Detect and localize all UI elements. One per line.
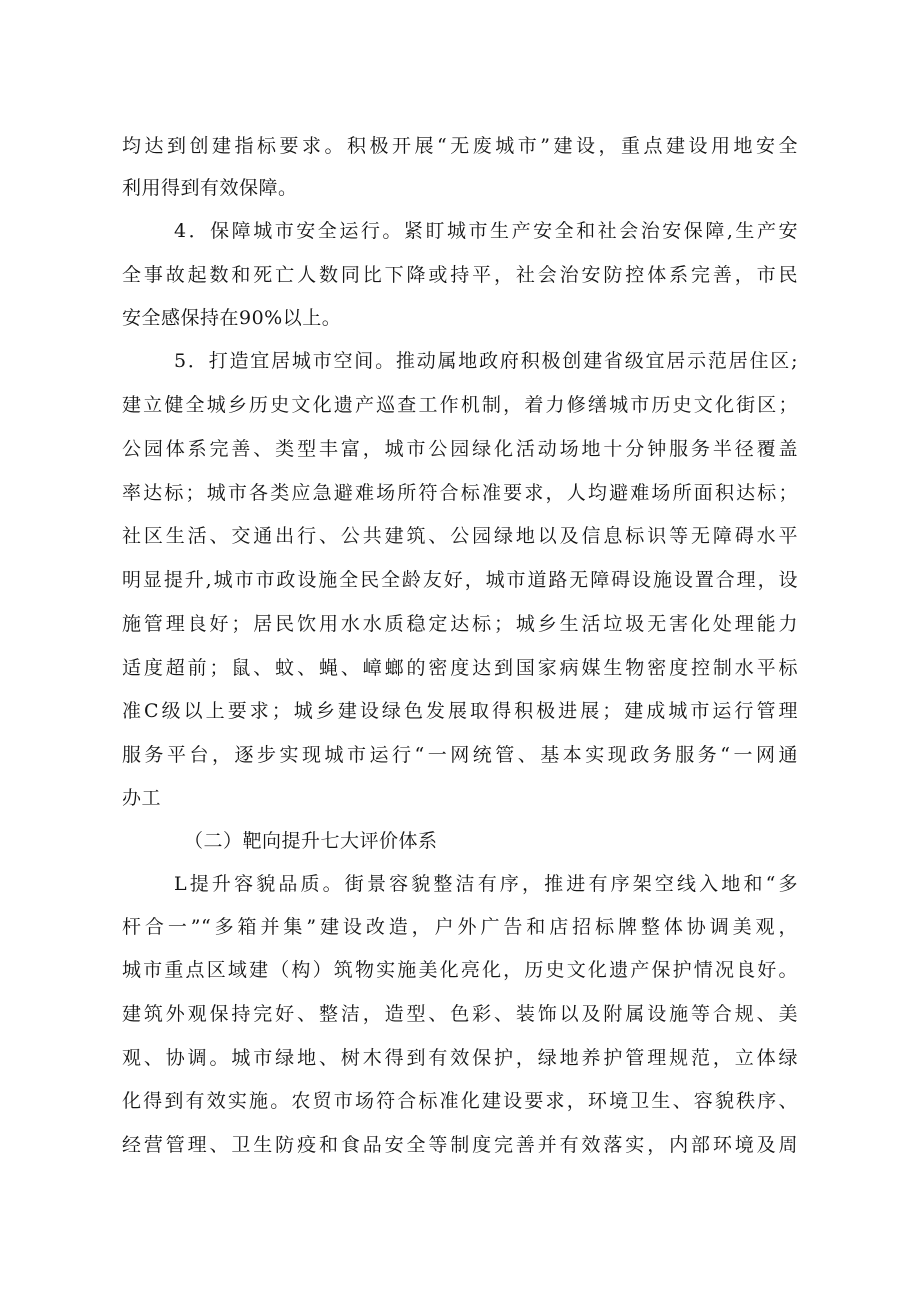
text-line: 公园体系完善、类型丰富，城市公园绿化活动场地十分钟服务半径覆盖 <box>122 438 798 460</box>
text-line: 适度超前；鼠、蚊、蝇、嶂螂的密度达到国家病媒生物密度控制水平标 <box>122 657 798 679</box>
paragraph-5-start: 5．打造宜居城市空间。推动属地政府积极创建省级宜居示范居住区; <box>174 350 798 372</box>
text-line: 均达到创建指标要求。积极开展“无废城市”建设，重点建设用地安全 <box>122 135 798 157</box>
text-line: 服务平台，逐步实现城市运行“一网统管、基本实现政务服务“一网通 <box>122 744 798 766</box>
text-line: 建立健全城乡历史文化遗产巡查工作机制，着力修缮城市历史文化街区； <box>122 394 798 416</box>
text-line: 利用得到有效保障。 <box>122 177 298 199</box>
text-line: 城市重点区域建（构）筑物实施美化亮化，历史文化遗产保护情况良好。 <box>122 959 798 981</box>
text-line: 社区生活、交通出行、公共建筑、公园绿地以及信息标识等无障碍水平 <box>122 525 798 547</box>
text-line: 观、协调。城市绿地、树木得到有效保护，绿地养护管理规范，立体绿 <box>122 1047 798 1069</box>
text-line: 化得到有效实施。农贸市场符合标准化建设要求，环境卫生、容貌秩序、 <box>122 1090 798 1112</box>
text-line: 杆合一”“多箱并集”建设改造，户外广告和店招标牌整体协调美观， <box>122 916 798 938</box>
text-line: 全事故起数和死亡人数同比下降或持平，社会治安防控体系完善，市民 <box>122 264 798 286</box>
paragraph-4-start: 4．保障城市安全运行。紧盯城市生产安全和社会治安保障,生产安 <box>174 220 798 242</box>
text-line: 安全感保持在90%以上。 <box>122 307 342 329</box>
text-line: 明显提升,城市市政设施全民全龄友好，城市道路无障碍设施设置合理，设 <box>122 569 798 591</box>
text-line: 办工 <box>122 787 162 809</box>
text-line: 建筑外观保持完好、整洁，造型、色彩、装饰以及附属设施等合规、美 <box>122 1003 798 1025</box>
text-line: 率达标；城市各类应急避难场所符合标准要求，人均避难场所面积达标； <box>122 482 798 504</box>
section-heading: （二）靶向提升七大评价体系 <box>184 830 438 852</box>
text-line: 经营管理、卫生防疫和食品安全等制度完善并有效落实，内部环境及周 <box>122 1134 798 1156</box>
text-line: 准C级以上要求；城乡建设绿色发展取得积极进展；建成城市运行管理 <box>122 700 798 722</box>
text-line: 施管理良好；居民饮用水水质稳定达标；城乡生活垃圾无害化处理能力 <box>122 613 798 635</box>
paragraph-1-start: L提升容貌品质。街景容貌整洁有序，推进有序架空线入地和“多 <box>174 873 798 895</box>
